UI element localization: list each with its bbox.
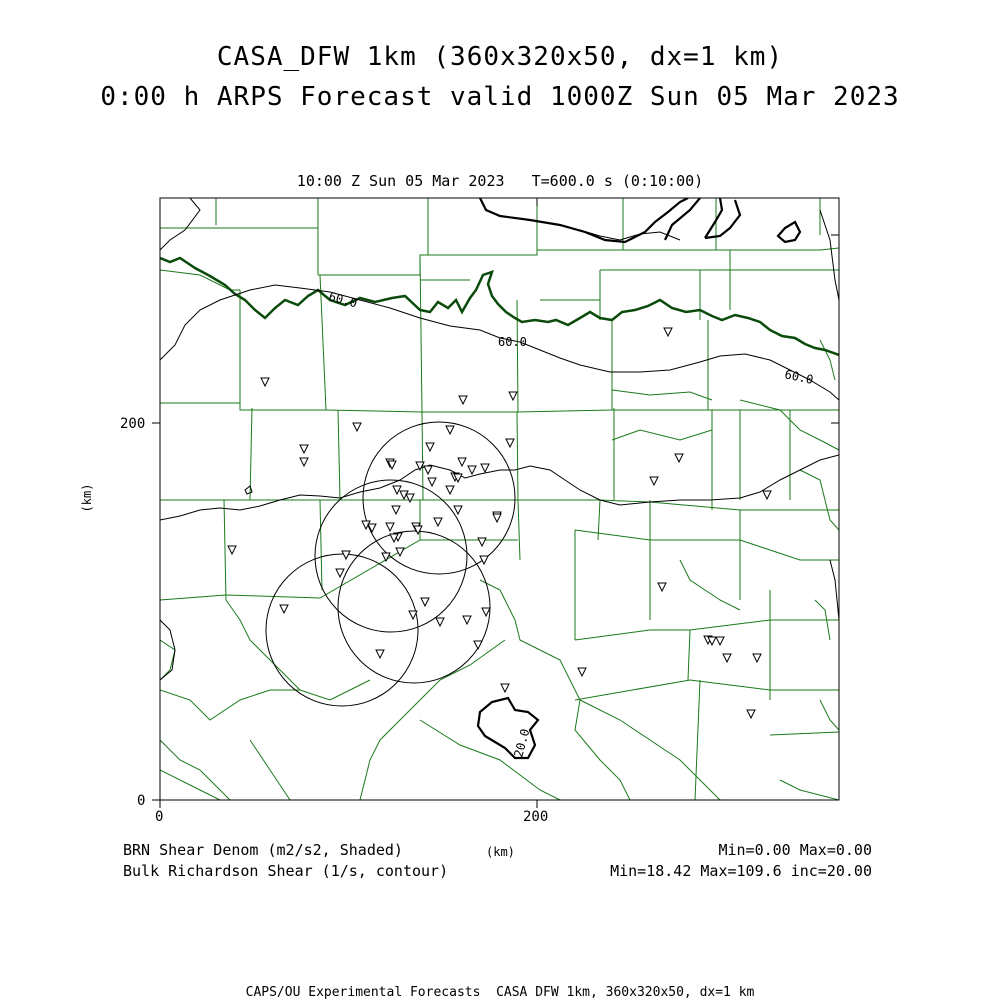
station-marker-icon — [280, 605, 288, 613]
station-marker-icon — [482, 608, 490, 616]
station-marker-icon — [406, 494, 414, 502]
station-marker-icon — [421, 598, 429, 606]
y-axis-label: (km) — [80, 483, 94, 513]
station-marker-icon — [463, 616, 471, 624]
contour-label: 20.0 — [511, 727, 533, 759]
x-tick-label: 0 — [155, 809, 164, 825]
station-marker-icon — [376, 650, 384, 658]
station-marker-icon — [446, 426, 454, 434]
station-marker-icon — [428, 478, 436, 486]
station-marker-icon — [300, 458, 308, 466]
station-marker-icon — [409, 611, 417, 619]
contour-label: 60.0 — [498, 335, 527, 349]
station-marker-icon — [261, 378, 269, 386]
station-marker-icon — [723, 654, 731, 662]
station-marker-icon — [436, 618, 444, 626]
station-marker-icon — [481, 464, 489, 472]
range-ring-1 — [363, 422, 515, 574]
station-marker-icon — [506, 439, 514, 447]
station-marker-icon — [753, 654, 761, 662]
station-markers — [228, 328, 771, 718]
station-marker-icon — [446, 486, 454, 494]
station-marker-icon — [763, 491, 771, 499]
station-marker-icon — [386, 523, 394, 531]
station-marker-icon — [493, 514, 501, 522]
station-marker-icon — [396, 548, 404, 556]
legend-shaded-field: BRN Shear Denom (m2/s2, Shaded) — [123, 841, 403, 859]
station-marker-icon — [424, 466, 432, 474]
plot-subtitle: 10:00 Z Sun 05 Mar 2023 T=600.0 s (0:10:00) — [296, 172, 704, 190]
station-marker-icon — [468, 466, 476, 474]
station-marker-icon — [458, 458, 466, 466]
legend-shaded-stats: Min=0.00 Max=0.00 — [718, 841, 872, 859]
title-line-1: CASA_DFW 1km (360x320x50, dx=1 km) — [216, 42, 784, 72]
station-marker-icon — [392, 506, 400, 514]
station-marker-icon — [342, 551, 350, 559]
station-marker-icon — [716, 637, 724, 645]
station-marker-icon — [393, 486, 401, 494]
station-marker-icon — [747, 710, 755, 718]
title-line-2: 0:00 h ARPS Forecast valid 1000Z Sun 05 Mar 2023 — [100, 82, 900, 112]
y-tick-label: 0 — [137, 793, 146, 809]
plot-frame — [160, 198, 839, 800]
station-marker-icon — [228, 546, 236, 554]
thick-contours — [478, 198, 800, 758]
station-marker-icon — [353, 423, 361, 431]
station-marker-icon — [664, 328, 672, 336]
station-marker-icon — [454, 506, 462, 514]
station-marker-icon — [658, 583, 666, 591]
footer-credit: CAPS/OU Experimental Forecasts CASA DFW 1km, 360x320x50, dx=1 km — [245, 985, 755, 1000]
station-marker-icon — [300, 445, 308, 453]
station-marker-icon — [434, 518, 442, 526]
station-marker-icon — [459, 396, 467, 404]
contour-label: 60.0 — [327, 289, 359, 311]
station-marker-icon — [426, 443, 434, 451]
county-boundaries — [160, 198, 839, 800]
contour-label: 60.0 — [783, 367, 815, 387]
station-marker-icon — [474, 641, 482, 649]
station-marker-icon — [509, 392, 517, 400]
legend-contour-field: Bulk Richardson Shear (1/s, contour) — [123, 862, 449, 880]
station-marker-icon — [478, 538, 486, 546]
y-tick-label: 200 — [120, 416, 146, 432]
station-marker-icon — [650, 477, 658, 485]
station-marker-icon — [336, 569, 344, 577]
x-axis-units-label: (km) — [486, 845, 515, 859]
station-marker-icon — [675, 454, 683, 462]
station-marker-icon — [382, 553, 390, 561]
legend-contour-stats: Min=18.42 Max=109.6 inc=20.00 — [610, 862, 872, 880]
station-marker-icon — [480, 556, 488, 564]
station-marker-icon — [501, 684, 509, 692]
station-marker-icon — [578, 668, 586, 676]
x-tick-label: 200 — [523, 809, 549, 825]
axis-ticks — [152, 198, 839, 808]
